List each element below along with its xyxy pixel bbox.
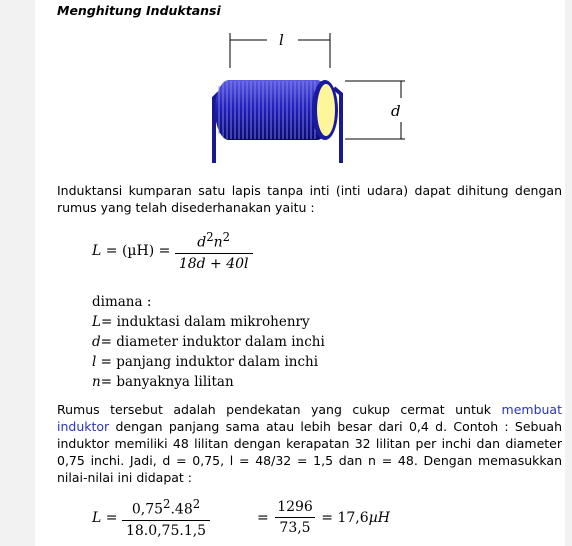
right-margin [565, 0, 572, 546]
legend-item [92, 372, 325, 392]
legend-equals: = [100, 334, 112, 350]
legend-equals: = [100, 314, 113, 330]
legend-item [92, 332, 325, 352]
calc-denominator-2: 73,5 [275, 517, 314, 536]
formula-unit: (µH) [121, 242, 155, 259]
example-calculation [92, 497, 390, 539]
calc-result: 17,6 [337, 509, 369, 526]
legend-symbol: L [92, 314, 101, 330]
calc-num-b-exp: 2 [192, 497, 201, 511]
legend-text: panjang induktor dalam inchi [116, 354, 319, 370]
calc-equals: = [321, 509, 334, 526]
legend-item [92, 352, 325, 372]
formula-lhs: L [92, 242, 102, 259]
calc-num-a-exp: 2 [163, 497, 171, 511]
calc-num-b: .48 [170, 501, 193, 518]
calc-denominator-1: 18.0,75.1,5 [122, 520, 210, 539]
calc-equals: = [257, 509, 269, 526]
num-n-exp: 2 [222, 230, 231, 244]
calc-fraction-1 [122, 497, 210, 539]
calc-fraction-2 [273, 499, 317, 536]
legend-text: diameter induktor dalam inchi [116, 334, 325, 350]
intro-paragraph: Induktansi kumparan satu lapis tanpa inti (inti udara) dapat dihitung dengan rumus yang telah disederhanakan yaitu : [57, 183, 562, 215]
calc-numerator-1 [128, 497, 204, 520]
formula-equals: = [105, 242, 118, 259]
legend-symbol: l [92, 354, 97, 370]
calc-lhs: L [92, 509, 102, 526]
num-d: d [197, 234, 207, 251]
example-text-end: dengan panjang sama atau lebih besar dari 0,4 d. Contoh : Sebuah induktor memiliki 48 lilitan dengan kerapatan 32 lilitan per inchi dan diameter 0,75 inchi. Jadi, d = 0,75, l = 48/32 = 1,5 dan n = 48. Dengan memasukkan nilai-nilai ini didapat : [57, 419, 562, 485]
formula-fraction [175, 230, 253, 272]
legend-text: banyaknya lilitan [116, 374, 234, 390]
formula-equals: = [158, 242, 171, 259]
legend-text: induktasi dalam mikrohenry [116, 314, 310, 330]
inductance-formula [92, 230, 253, 272]
calc-result-unit: µH [368, 509, 390, 526]
calc-equals: = [105, 509, 118, 526]
membuat-induktor-link[interactable]: membuat induktor [57, 402, 562, 434]
formula-denominator: 18d + 40l [175, 253, 253, 272]
variable-legend [92, 292, 325, 392]
num-n: n [213, 234, 223, 251]
coil-core-end [317, 84, 335, 136]
example-text-start: Rumus tersebut adalah pendekatan yang cukup cermat untuk [57, 402, 502, 417]
inductor-coil-diagram [205, 28, 410, 168]
example-paragraph [57, 401, 562, 486]
legend-symbol: d [92, 334, 101, 350]
calc-num-a: 0,75 [131, 501, 164, 518]
legend-equals: = [100, 374, 113, 390]
left-margin [0, 0, 35, 546]
legend-title: dimana : [92, 294, 152, 310]
legend-symbol: n [92, 374, 101, 390]
section-heading: Menghitung Induktansi [57, 3, 221, 18]
diameter-label: d [391, 102, 401, 120]
num-d-exp: 2 [206, 230, 214, 244]
legend-item [92, 312, 325, 332]
formula-numerator [193, 230, 234, 253]
legend-equals: = [100, 354, 112, 370]
calc-numerator-2: 1296 [277, 499, 313, 516]
length-label: l [279, 31, 284, 49]
